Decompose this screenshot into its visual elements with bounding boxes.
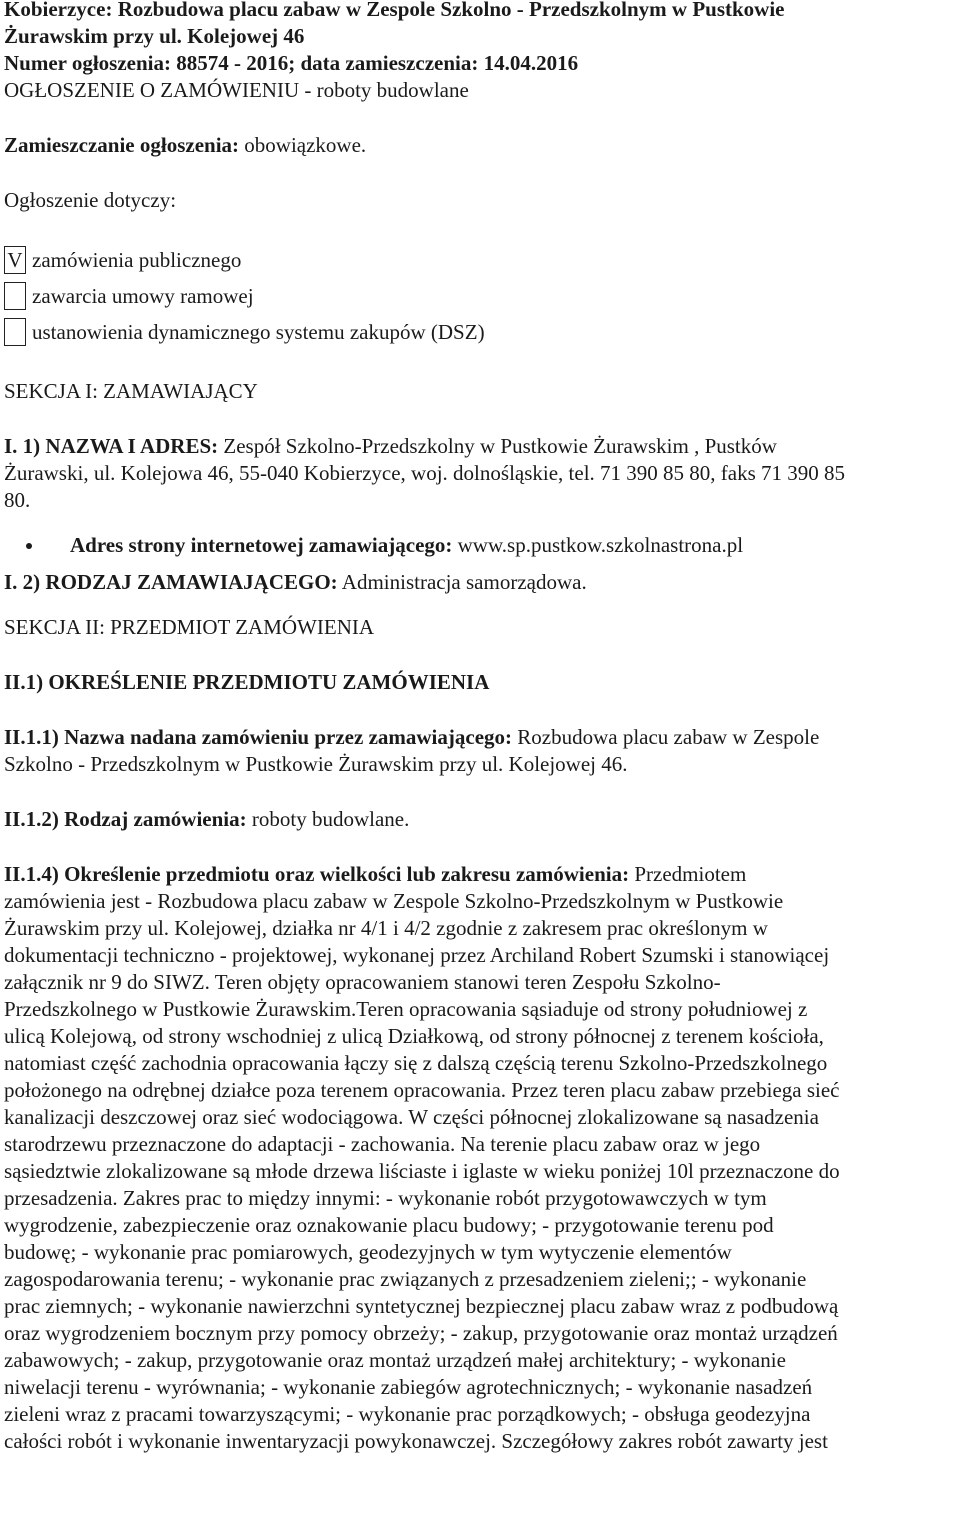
authority-type [4, 569, 956, 596]
order-description-label: II.1.4) Określenie przedmiotu oraz wielkości lub zakresu zamówienia: [4, 862, 630, 886]
contracting-authority-name [4, 433, 956, 460]
order-name-continued: Szkolno - Przedszkolnym w Pustkowie Żurawskim przy ul. Kolejowej 46. [4, 752, 628, 776]
checkbox-empty [4, 318, 26, 346]
document-page [4, 0, 956, 1455]
contracting-authority-address: Żurawski, ul. Kolejowa 46, 55-040 Kobierzyce, woj. dolnośląskie, tel. 71 390 85 80, faks 71 390 85 [4, 461, 846, 485]
order-description-line: ulicą Kolejową, od strony wschodniej z ulicą Działkową, od strony północnej z terenem kościoła, [4, 1024, 824, 1048]
order-description-line: położonego na odrębnej działce poza terenem opracowania. Przez teren placu zabaw przebiega sieć [4, 1078, 840, 1102]
posting-label: Zamieszczanie ogłoszenia: [4, 133, 240, 157]
checkbox-checked: V [4, 246, 26, 274]
order-description-line: starodrzewu przeznaczone do adaptacji - zachowania. Na terenie placu zabaw oraz w jego [4, 1132, 761, 1156]
order-description-line: Przedszkolnego w Pustkowie Żurawskim.Teren opracowania sąsiaduje od strony południowej z [4, 997, 808, 1021]
option-framework-agreement [4, 278, 956, 314]
order-name [4, 724, 956, 751]
posting-info [4, 132, 956, 159]
website-item [4, 532, 956, 559]
order-description-line: natomiast część zachodnia opracowania łączy się z dalszą częścią terenu Szkolno-Przedszkolnego [4, 1051, 828, 1075]
order-description-line: zieleni wraz z pracami towarzyszącymi; - wykonanie prac porządkowych; - obsługa geodezyjna [4, 1402, 811, 1426]
order-kind-label: II.1.2) Rodzaj zamówienia: [4, 807, 247, 831]
order-description-line: przesadzenia. Zakres prac to między innymi: - wykonanie robót przygotowawczych w tym [4, 1186, 767, 1210]
option-public-order [4, 242, 956, 278]
concerns-heading: Ogłoszenie dotyczy: [4, 188, 177, 212]
checkbox-empty [4, 282, 26, 310]
order-description-first-line [4, 861, 956, 888]
notice-title-line-1: Kobierzyce: Rozbudowa placu zabaw w Zespole Szkolno - Przedszkolnym w Pustkowie [4, 0, 785, 21]
website-label: Adres strony internetowej zamawiającego: [70, 533, 453, 557]
order-description-line: prac ziemnych; - wykonanie nawierzchni syntetycznej bezpiecznej placu zabaw wraz z podbudową [4, 1294, 839, 1318]
contracting-authority-fax-end: 80. [4, 488, 31, 512]
order-description-line: oraz wygrodzeniem bocznym przy pomocy obrzeży; - zakup, przygotowanie oraz montaż urządzeń [4, 1321, 838, 1345]
section-2-subheading: II.1) OKREŚLENIE PRZEDMIOTU ZAMÓWIENIA [4, 670, 490, 694]
order-name-value: Rozbudowa placu zabaw w Zespole [512, 725, 820, 749]
order-kind [4, 806, 956, 833]
section-1-heading: SEKCJA I: ZAMAWIAJĄCY [4, 379, 258, 403]
order-description-line: załącznik nr 9 do SIWZ. Teren objęty opracowaniem stanowi teren Zespołu Szkolno- [4, 970, 721, 994]
notice-number: Numer ogłoszenia: 88574 - 2016; data zamieszczenia: 14.04.2016 [4, 51, 579, 75]
order-kind-value: roboty budowlane. [246, 807, 410, 831]
website-value: www.sp.pustkow.szkolnastrona.pl [452, 533, 744, 557]
bullet-icon [26, 543, 32, 549]
option-label: ustanowienia dynamicznego systemu zakupów (DSZ) [32, 319, 485, 344]
order-description-line: zagospodarowania terenu; - wykonanie prac związanych z przesadzeniem zieleni;; - wykonanie [4, 1267, 807, 1291]
name-label: I. 1) NAZWA I ADRES: [4, 434, 219, 458]
order-description-line: całości robót i wykonanie inwentaryzacji powykonawczej. Szczegółowy zakres robót zawarty jest [4, 1429, 828, 1453]
notice-type: OGŁOSZENIE O ZAMÓWIENIU - roboty budowlane [4, 78, 469, 102]
order-description-line: sąsiedztwie zlokalizowane są młode drzewa liściaste i iglaste w wieku poniżej 10l przeznaczone do [4, 1159, 840, 1183]
order-description-line: zabawowych; - zakup, przygotowanie oraz montaż urządzeń małej architektury; - wykonanie [4, 1348, 786, 1372]
option-label: zamówienia publicznego [32, 247, 242, 272]
order-description-line: zamówienia jest - Rozbudowa placu zabaw w Zespole Szkolno-Przedszkolnym w Pustkowie [4, 889, 784, 913]
option-label: zawarcia umowy ramowej [32, 283, 254, 308]
authority-type-label: I. 2) RODZAJ ZAMAWIAJĄCEGO: [4, 570, 338, 594]
section-2-heading: SEKCJA II: PRZEDMIOT ZAMÓWIENIA [4, 615, 375, 639]
name-value: Zespół Szkolno-Przedszkolny w Pustkowie Żurawskim , Pustków [218, 434, 777, 458]
posting-value: obowiązkowe. [239, 133, 367, 157]
option-dynamic-system [4, 314, 956, 350]
order-description-line: dokumentacji techniczno - projektowej, wykonanej przez Archiland Robert Szumski i stanowiącej [4, 943, 830, 967]
authority-type-value: Administracja samorządowa. [337, 570, 587, 594]
order-description-line: niwelacji terenu - wyrównania; - wykonanie zabiegów agrotechnicznych; - wykonanie nasadzeń [4, 1375, 813, 1399]
order-description-line: kanalizacji deszczowej oraz sieć wodociągowa. W części północnej zlokalizowane są nasadzenia [4, 1105, 819, 1129]
notice-title-line-2: Żurawskim przy ul. Kolejowej 46 [4, 24, 305, 48]
order-description-line: Żurawskim przy ul. Kolejowej, działka nr 4/1 i 4/2 zgodnie z zakresem prac określonym w [4, 916, 768, 940]
order-description-line: budowę; - wykonanie prac pomiarowych, geodezyjnych w tym wytyczenie elementów [4, 1240, 732, 1264]
order-description-text: Przedmiotem [629, 862, 747, 886]
order-name-label: II.1.1) Nazwa nadana zamówieniu przez zamawiającego: [4, 725, 513, 749]
order-description-line: wygrodzenie, zabezpieczenie oraz oznakowanie placu budowy; - przygotowanie terenu pod [4, 1213, 774, 1237]
